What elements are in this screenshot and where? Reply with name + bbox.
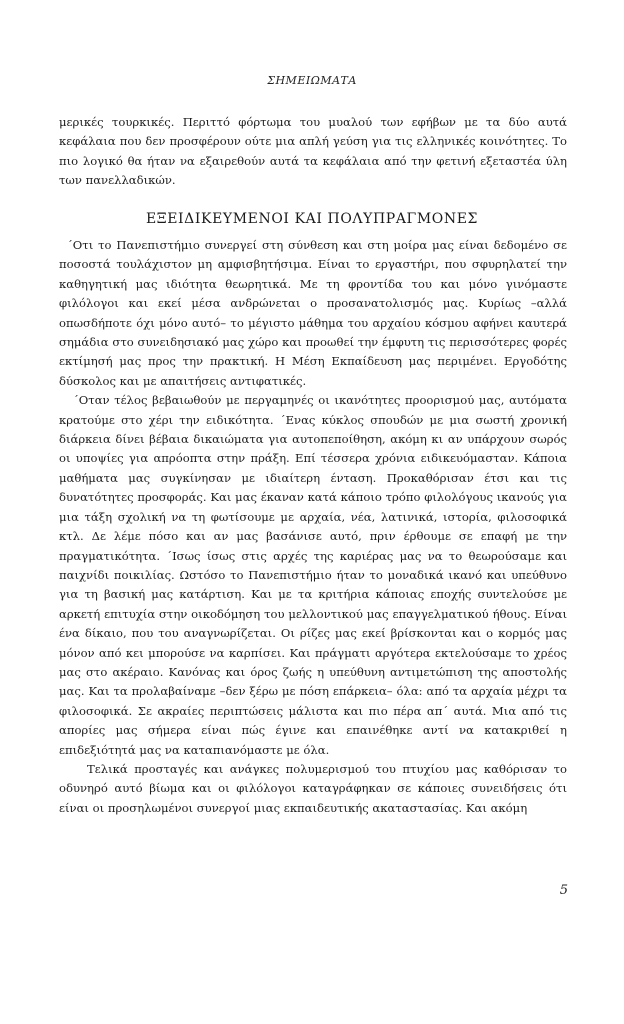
section-body xyxy=(59,236,567,818)
body-paragraph: Τελικά προσταγές και ανάγκες πολυμερισμού του πτυχίου μας καθόρισαν το οδυνηρό αυτό βίωμα και οι φιλόλογοι καταγράφηκαν σε κάποιες συνειδήσεις ότι είναι οι προσηλωμένοι συνεργοί μιας εκπαιδευτικής ακαταστασίας. Και ακόμη xyxy=(59,761,567,815)
intro-paragraph: μερικές τουρκικές. Περιττό φόρτωμα του μυαλού των εφήβων με τα δύο αυτά κεφάλαια που δεν προσφέρουν ούτε μια απλή γεύση για τις ελληνικές κοινότητες. Το πιο λογικό θα ήταν να εξαιρεθούν αυτά τα κεφάλαια από την φετινή εξεταστέα ύλη των πανελλαδικών. xyxy=(59,115,567,188)
body-paragraph: ΄Οταν τέλος βεβαιωθούν με περγαμηνές οι ικανότητες προορισμού μας, αυτόματα κρατούμε στο χέρι την ειδικότητα. ΄Ενας κύκλος σπουδών με μια σωστή χρονική διάρκεια δίνει βέβαια δικαιώματα για αυτοπεποίθηση, ακόμη κι αν υπάρχουν σωρός οι υποψίες για απρόοπτα στην πράξη. Επί τέσσερα χρόνια ειδικευόμασταν. Κάποια μαθήματα μας συγκίνησαν με ιδιαίτερη ένταση. Προκαθόρισαν έτσι και τις δυνατότητες προσφοράς. Και μας έκαναν κατά κάποιο τρόπο φιλολόγους ικανούς για μια τάξη σχολική να τη φωτίσουμε με αρχαία, νέα, λατινικά, ιστορία, φιλοσοφικά κτλ. Δε λέμε πόσο και αν μας βασάνισε αυτό, πριν έρθουμε σε επαφή με την πραγματικότητα. ΄Ισως ίσως στις αρχές της καριέρας μας να το θεωρούσαμε και παιχνίδι ποικιλίας. Ωστόσο το Πανεπιστήμιο ήταν το μοναδικά ικανό και υπεύθυνο για τη βασική μας κατάρτιση. Και με τα κριτήρια κάποιας εποχής συντελούσε με αρκετή επιτυχία στην οικοδόμηση του μελλοντικού μας επαγγελματικού ήθους. Είναι ένα δίκαιο, που του αναγνωρίζεται. Οι ρίζες μας εκεί βρίσκονται και ο κορμός μας μόνον από κει μπορούσε να καρπίσει. Και πράγματι αργότερα εκτελούσαμε το χρέος μας στο ακέραιο. Κανόνας και όρος ζωής η υπεύθυνη αντιμετώπιση της αποστολής μας. Και τα προλαβαίναμε –δεν ξέρω με πόση επάρκεια– όλα: από τα αρχαία μέχρι τα φιλοσοφικά. Σε ακραίες περιπτώσεις μάλιστα και πιο πέρα απ΄ αυτά. Μια από τις απορίες μας σήμερα είναι πώς έγινε και επαινέθηκε αντί να κατακριθεί η επιδεξιότητά μας να καταπιανόμαστε με όλα. xyxy=(59,393,567,757)
running-head: ΣΗΜΕΙΩΜΑΤΑ xyxy=(267,74,357,87)
body-paragraph: ΄Οτι το Πανεπιστήμιο συνεργεί στη σύνθεση και στη μοίρα μας είναι δεδομένο σε ποσοστά τουλάχιστον μη αμφισβητήσιμα. Είναι το εργαστήρι, που σφυρηλατεί την καθηγητική μας ιδιότητα θεωρητικά. Με τη φροντίδα του και μόνο γινόμαστε φιλόλογοι και εκεί μέσα ανδρώνεται ο προσανατολισμός μας. Κυρίως –αλλά οπωσδήποτε όχι μόνο αυτό– το μέγιστο μάθημα του αρχαίου κόσμου αφήνει καυτερά σημάδια στο συνειδησιακό μας χώρο και προωθεί την έμφυτη τις περισσότερες φορές εκτίμησή μας προς την πρακτική. Η Μέση Εκπαίδευση μας περιμένει. Εργοδότης δύσκολος και με απαιτήσεις αντιφατικές. xyxy=(59,238,567,388)
page-number: 5 xyxy=(559,883,568,898)
section-title: ΕΞΕΙΔΙΚΕΥΜΕΝΟΙ ΚΑΙ ΠΟΛΥΠΡΑΓΜΟΝΕΣ xyxy=(145,211,479,227)
